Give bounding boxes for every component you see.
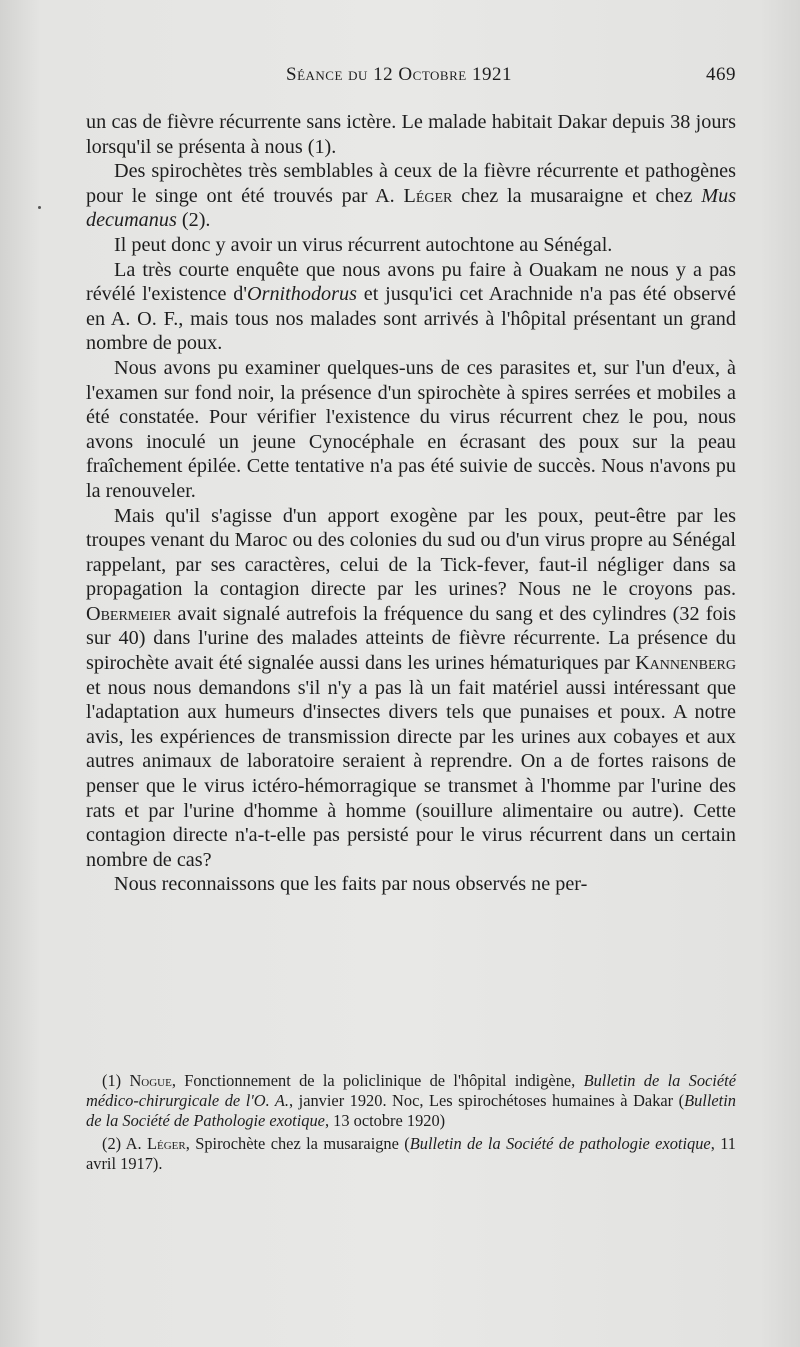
- footnotes: [86, 1071, 736, 1176]
- body-text: [86, 110, 736, 897]
- paragraph-4: La très courte enquête que nous avons pu faire à Ouakam ne nous y a pas révélé l'existence d'Ornithodorus et jusqu'ici cet Arachnide n'a pas été observé en A. O. F., mais tous nos malades sont arrivés à l'hôpital présentant un grand nombre de poux.: [86, 258, 737, 355]
- footnote-2: (2) A. Léger, Spirochète chez la musaraigne (Bulletin de la Société de pathologie exotique, 11 avril 1917).: [86, 1133, 736, 1173]
- paragraph-5: Nous avons pu examiner quelques-uns de ces parasites et, sur l'un d'eux, à l'examen sur fond noir, la présence d'un spirochète à spires serrées et mobiles a été constatée. Pour vérifier l'existence du virus récurrent chez le pou, nous avons inoculé un jeune Cynocéphale en écrasant des poux sur la peau fraîchement épilée. Cette tentative n'a pas été suivie de succès. Nous n'avons pu la renouveler.: [86, 356, 736, 502]
- paragraph-2: Des spirochètes très semblables à ceux de la fièvre récurrente et pathogènes pour le singe ont été trouvés par A. Léger chez la musaraigne et chez Mus decumanus (2).: [86, 160, 737, 232]
- footnote-1: (1) Nogue, Fonctionnement de la policlinique de l'hôpital indigène, Bulletin de la Société médico-chirurgicale de l'O. A., janvier 1920. Noc, Les spirochétoses humaines à Dakar (Bulletin de la Société de Pathologie exotique, 13 octobre 1920): [86, 1071, 736, 1131]
- paragraph-3: Il peut donc y avoir un virus récurrent autochtone au Sénégal.: [114, 233, 613, 256]
- page-number: 469: [706, 64, 736, 85]
- paragraph-1: un cas de fièvre récurrente sans ictère. Le malade habitait Dakar depuis 38 jours lorsqu'il se présenta à nous (1).: [86, 111, 736, 158]
- author-name: Obermeier: [86, 602, 172, 625]
- author-name: Kannenberg: [635, 652, 737, 675]
- species-name: Mus decumanus: [86, 184, 737, 232]
- paragraph-7: Nous reconnaissons que les faits par nous observés ne per-: [114, 873, 588, 896]
- running-header: [88, 64, 736, 90]
- genus-name: Ornithodorus: [247, 283, 357, 306]
- author-name: Léger: [403, 184, 453, 207]
- paragraph-6: Mais qu'il s'agisse d'un apport exogène par les poux, peut-être par les troupes venant du Maroc ou des colonies du sud ou d'un virus propre au Sénégal rappelant, par ses caractères, celui de la Tick-fever, faut-il négliger dans sa propagation la contagion directe par les urines? Nous ne le croyons pas. Obermeier avait signalé autrefois la fréquence du sang et des cylindres (32 fois sur 40) dans l'urine des malades atteints de fièvre récurrente. La présence du spirochète avait été signalée aussi dans les urines hématuriques par Kannenberg et nous nous demandons s'il n'y a pas là un fait matériel aussi intéressant que l'adaptation aux humeurs d'insectes divers tels que punaises et poux. A notre avis, les expériences de transmission directe par les urines aux cobayes et aux autres animaux de laboratoire seraient à reprendre. On a de fortes raisons de penser que le virus ictéro-hémorragique se transmet à l'homme par l'urine des rats et par l'urine d'homme à homme (souillure alimentaire ou autre). Cette contagion directe n'a-t-elle pas persisté pour le virus récurrent dans un certain nombre de cas?: [86, 504, 737, 871]
- header-title: Séance du 12 Octobre 1921: [286, 64, 512, 85]
- margin-mark: [38, 206, 41, 209]
